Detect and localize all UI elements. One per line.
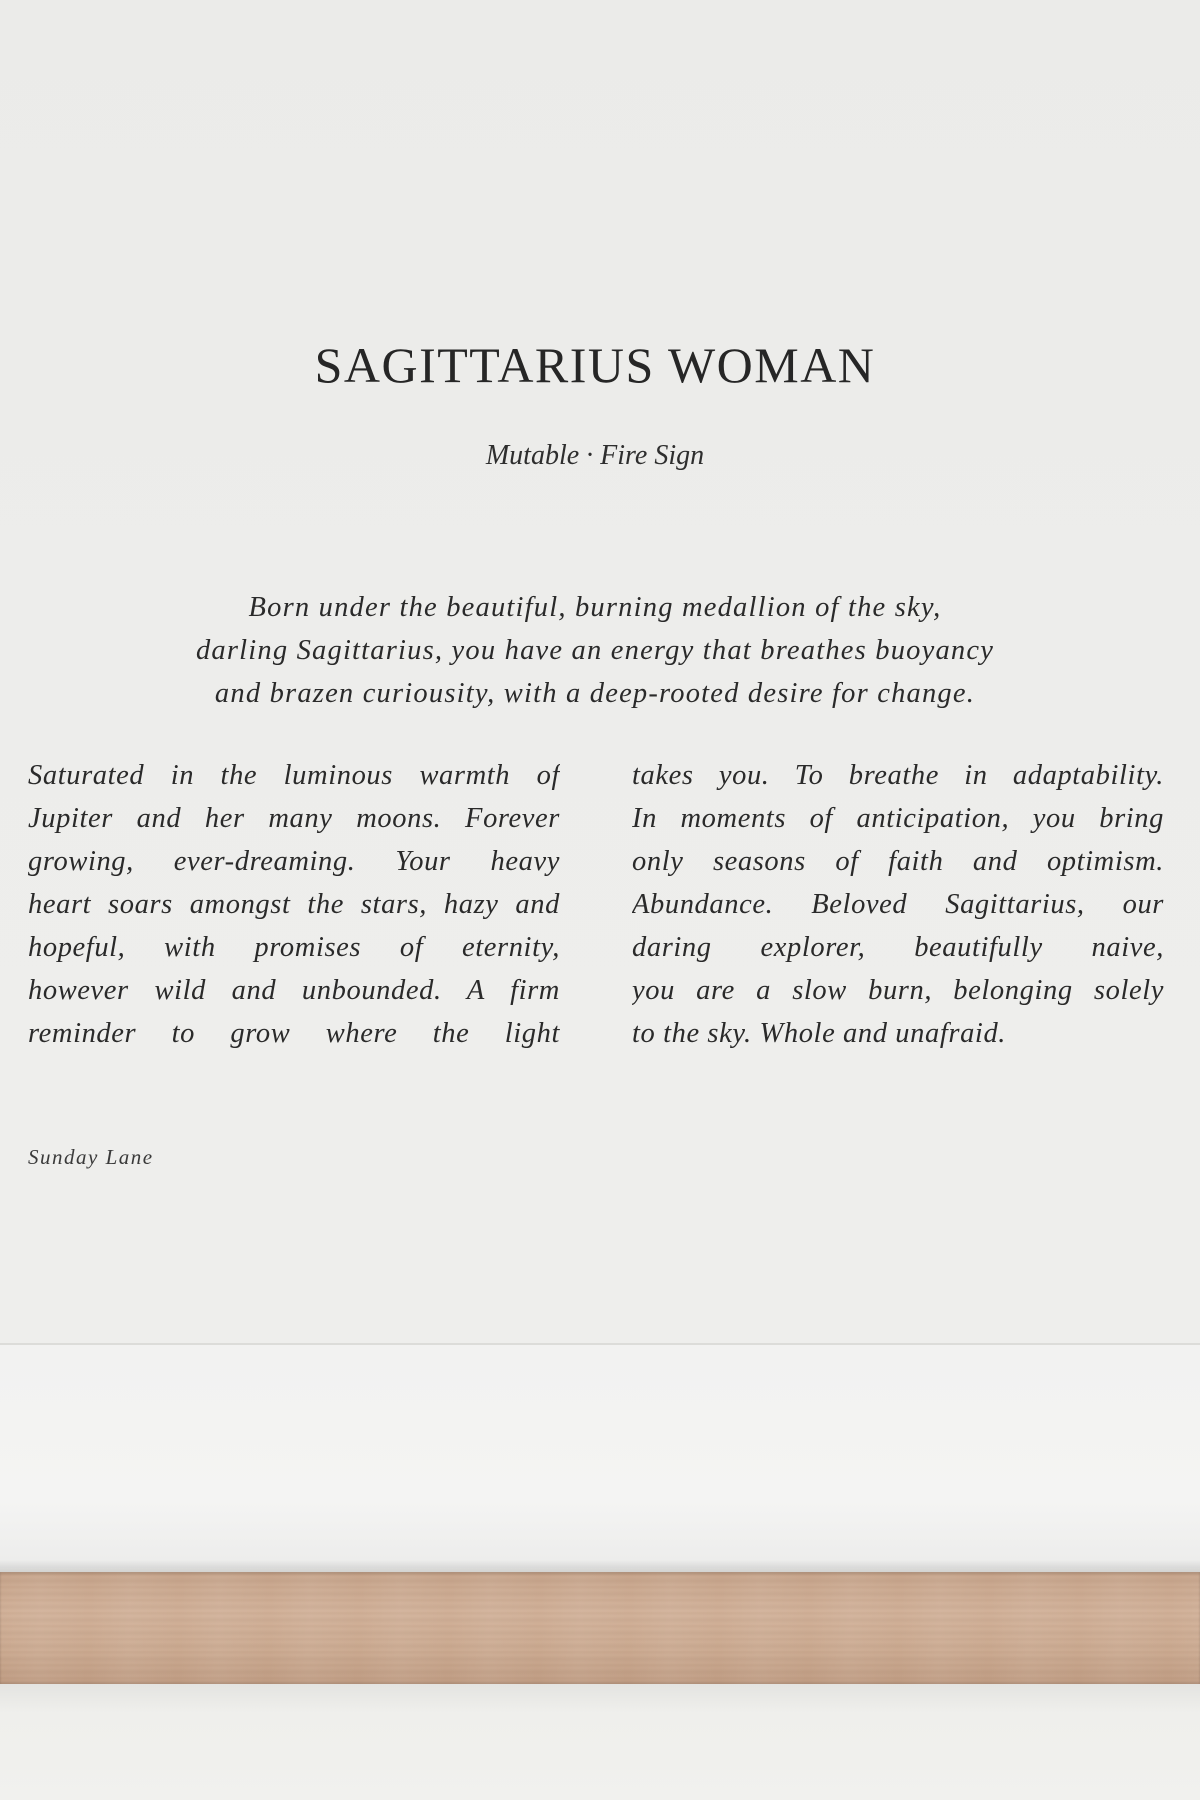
column-line: heart soars amongst the stars, hazy and [28, 889, 560, 920]
print-subtitle: Mutable · Fire Sign [485, 440, 705, 471]
column-line: to the sky. Whole and unafraid. [632, 1018, 1007, 1049]
column-line: takes you. To breathe in adaptability. [632, 760, 1164, 791]
intro-line: darling Sagittarius, you have an energy that breathes buoyancy [195, 635, 995, 666]
right-text-column [632, 754, 1164, 1055]
column-line: Abundance. Beloved Sagittarius, our [632, 889, 1164, 920]
column-line: daring explorer, beautifully naive, [632, 932, 1164, 963]
column-line: you are a slow burn, belonging solely [632, 975, 1164, 1006]
wall-background [0, 1684, 1200, 1800]
wooden-frame [0, 1572, 1200, 1684]
column-line: Saturated in the luminous warmth of [28, 760, 560, 791]
column-line: growing, ever-dreaming. Your heavy [28, 846, 560, 877]
column-line: Jupiter and her many moons. Forever [28, 803, 560, 834]
mat-board [0, 1345, 1200, 1568]
column-line: however wild and unbounded. A firm [28, 975, 560, 1006]
intro-paragraph [120, 586, 1070, 715]
left-text-column [28, 754, 560, 1055]
column-line: In moments of anticipation, you bring [632, 803, 1164, 834]
print-title: SAGITTARIUS WOMAN [314, 337, 876, 393]
column-line: reminder to grow where the light [28, 1018, 560, 1049]
intro-line: Born under the beautiful, burning medallion of the sky, [248, 592, 942, 623]
column-line: hopeful, with promises of eternity, [28, 932, 560, 963]
frame-shadow [0, 1560, 1200, 1572]
brand-signature: Sunday Lane [28, 1145, 154, 1169]
intro-line: and brazen curiousity, with a deep-rooted desire for change. [214, 678, 976, 709]
column-line: only seasons of faith and optimism. [632, 846, 1164, 877]
